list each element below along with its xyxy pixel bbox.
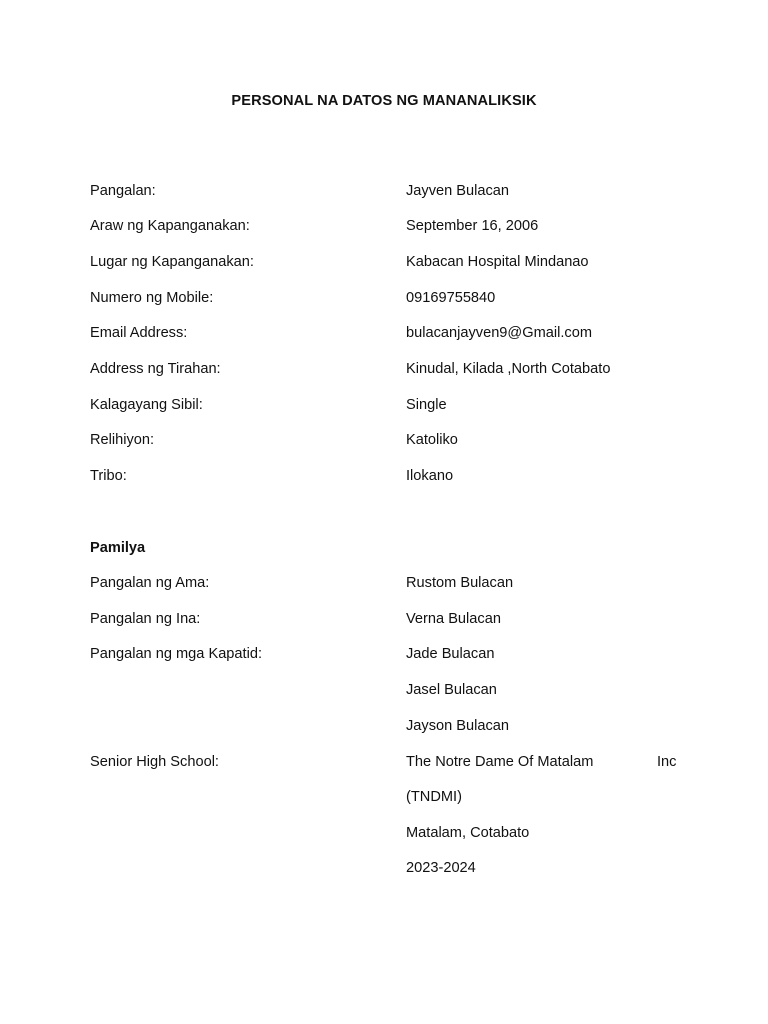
field-value: Kabacan Hospital Mindanao bbox=[406, 254, 589, 270]
field-label: Tribo: bbox=[90, 468, 127, 484]
field-row-senior-high bbox=[90, 752, 690, 772]
field-row-birthdate bbox=[90, 216, 690, 236]
field-row-address bbox=[90, 359, 690, 379]
field-row-tribe bbox=[90, 466, 690, 486]
sibling-name: Jasel Bulacan bbox=[406, 682, 497, 698]
field-label: Pangalan: bbox=[90, 183, 156, 199]
family-heading: Pamilya bbox=[90, 540, 146, 556]
field-label: Kalagayang Sibil: bbox=[90, 397, 203, 413]
field-row-religion bbox=[90, 430, 690, 450]
field-value: September 16, 2006 bbox=[406, 218, 539, 234]
field-row-sibling-2 bbox=[90, 680, 690, 700]
field-value: Single bbox=[406, 397, 447, 413]
field-row-father bbox=[90, 573, 690, 593]
field-label: Lugar ng Kapanganakan: bbox=[90, 254, 254, 270]
school-abbrev: (TNDMI) bbox=[406, 789, 462, 805]
field-label: Email Address: bbox=[90, 325, 188, 341]
sibling-name: Jayson Bulacan bbox=[406, 718, 510, 734]
field-value: Rustom Bulacan bbox=[406, 575, 514, 591]
field-row-mobile bbox=[90, 288, 690, 308]
sibling-name: Jade Bulacan bbox=[406, 646, 495, 662]
field-label: Senior High School: bbox=[90, 754, 219, 770]
field-row-siblings bbox=[90, 644, 690, 664]
field-row-school-abbrev bbox=[90, 787, 690, 807]
school-name-suffix: Inc bbox=[657, 754, 677, 770]
field-row-birthplace bbox=[90, 252, 690, 272]
field-row-mother bbox=[90, 609, 690, 629]
field-value: Jayven Bulacan bbox=[406, 183, 510, 199]
school-location: Matalam, Cotabato bbox=[406, 825, 530, 841]
field-value: Ilokano bbox=[406, 468, 454, 484]
field-label: Pangalan ng Ina: bbox=[90, 611, 201, 627]
field-row-school-years bbox=[90, 858, 690, 878]
field-value: Katoliko bbox=[406, 432, 458, 448]
document-title: PERSONAL NA DATOS NG MANANALIKSIK bbox=[231, 93, 537, 109]
field-label: Pangalan ng Ama: bbox=[90, 575, 210, 591]
field-value: Verna Bulacan bbox=[406, 611, 501, 627]
field-label: Araw ng Kapanganakan: bbox=[90, 218, 250, 234]
field-value: bulacanjayven9@Gmail.com bbox=[406, 325, 592, 341]
field-value: Kinudal, Kilada ,North Cotabato bbox=[406, 361, 611, 377]
field-row-school-location bbox=[90, 823, 690, 843]
field-row-civil-status bbox=[90, 395, 690, 415]
field-label: Numero ng Mobile: bbox=[90, 290, 214, 306]
field-row-name bbox=[90, 181, 690, 201]
school-name: The Notre Dame Of Matalam bbox=[406, 754, 594, 770]
field-label: Relihiyon: bbox=[90, 432, 155, 448]
field-label: Address ng Tirahan: bbox=[90, 361, 221, 377]
field-label: Pangalan ng mga Kapatid: bbox=[90, 646, 263, 662]
field-row-sibling-3 bbox=[90, 716, 690, 736]
school-years: 2023-2024 bbox=[406, 860, 476, 876]
field-row-email bbox=[90, 323, 690, 343]
field-value: 09169755840 bbox=[406, 290, 496, 306]
